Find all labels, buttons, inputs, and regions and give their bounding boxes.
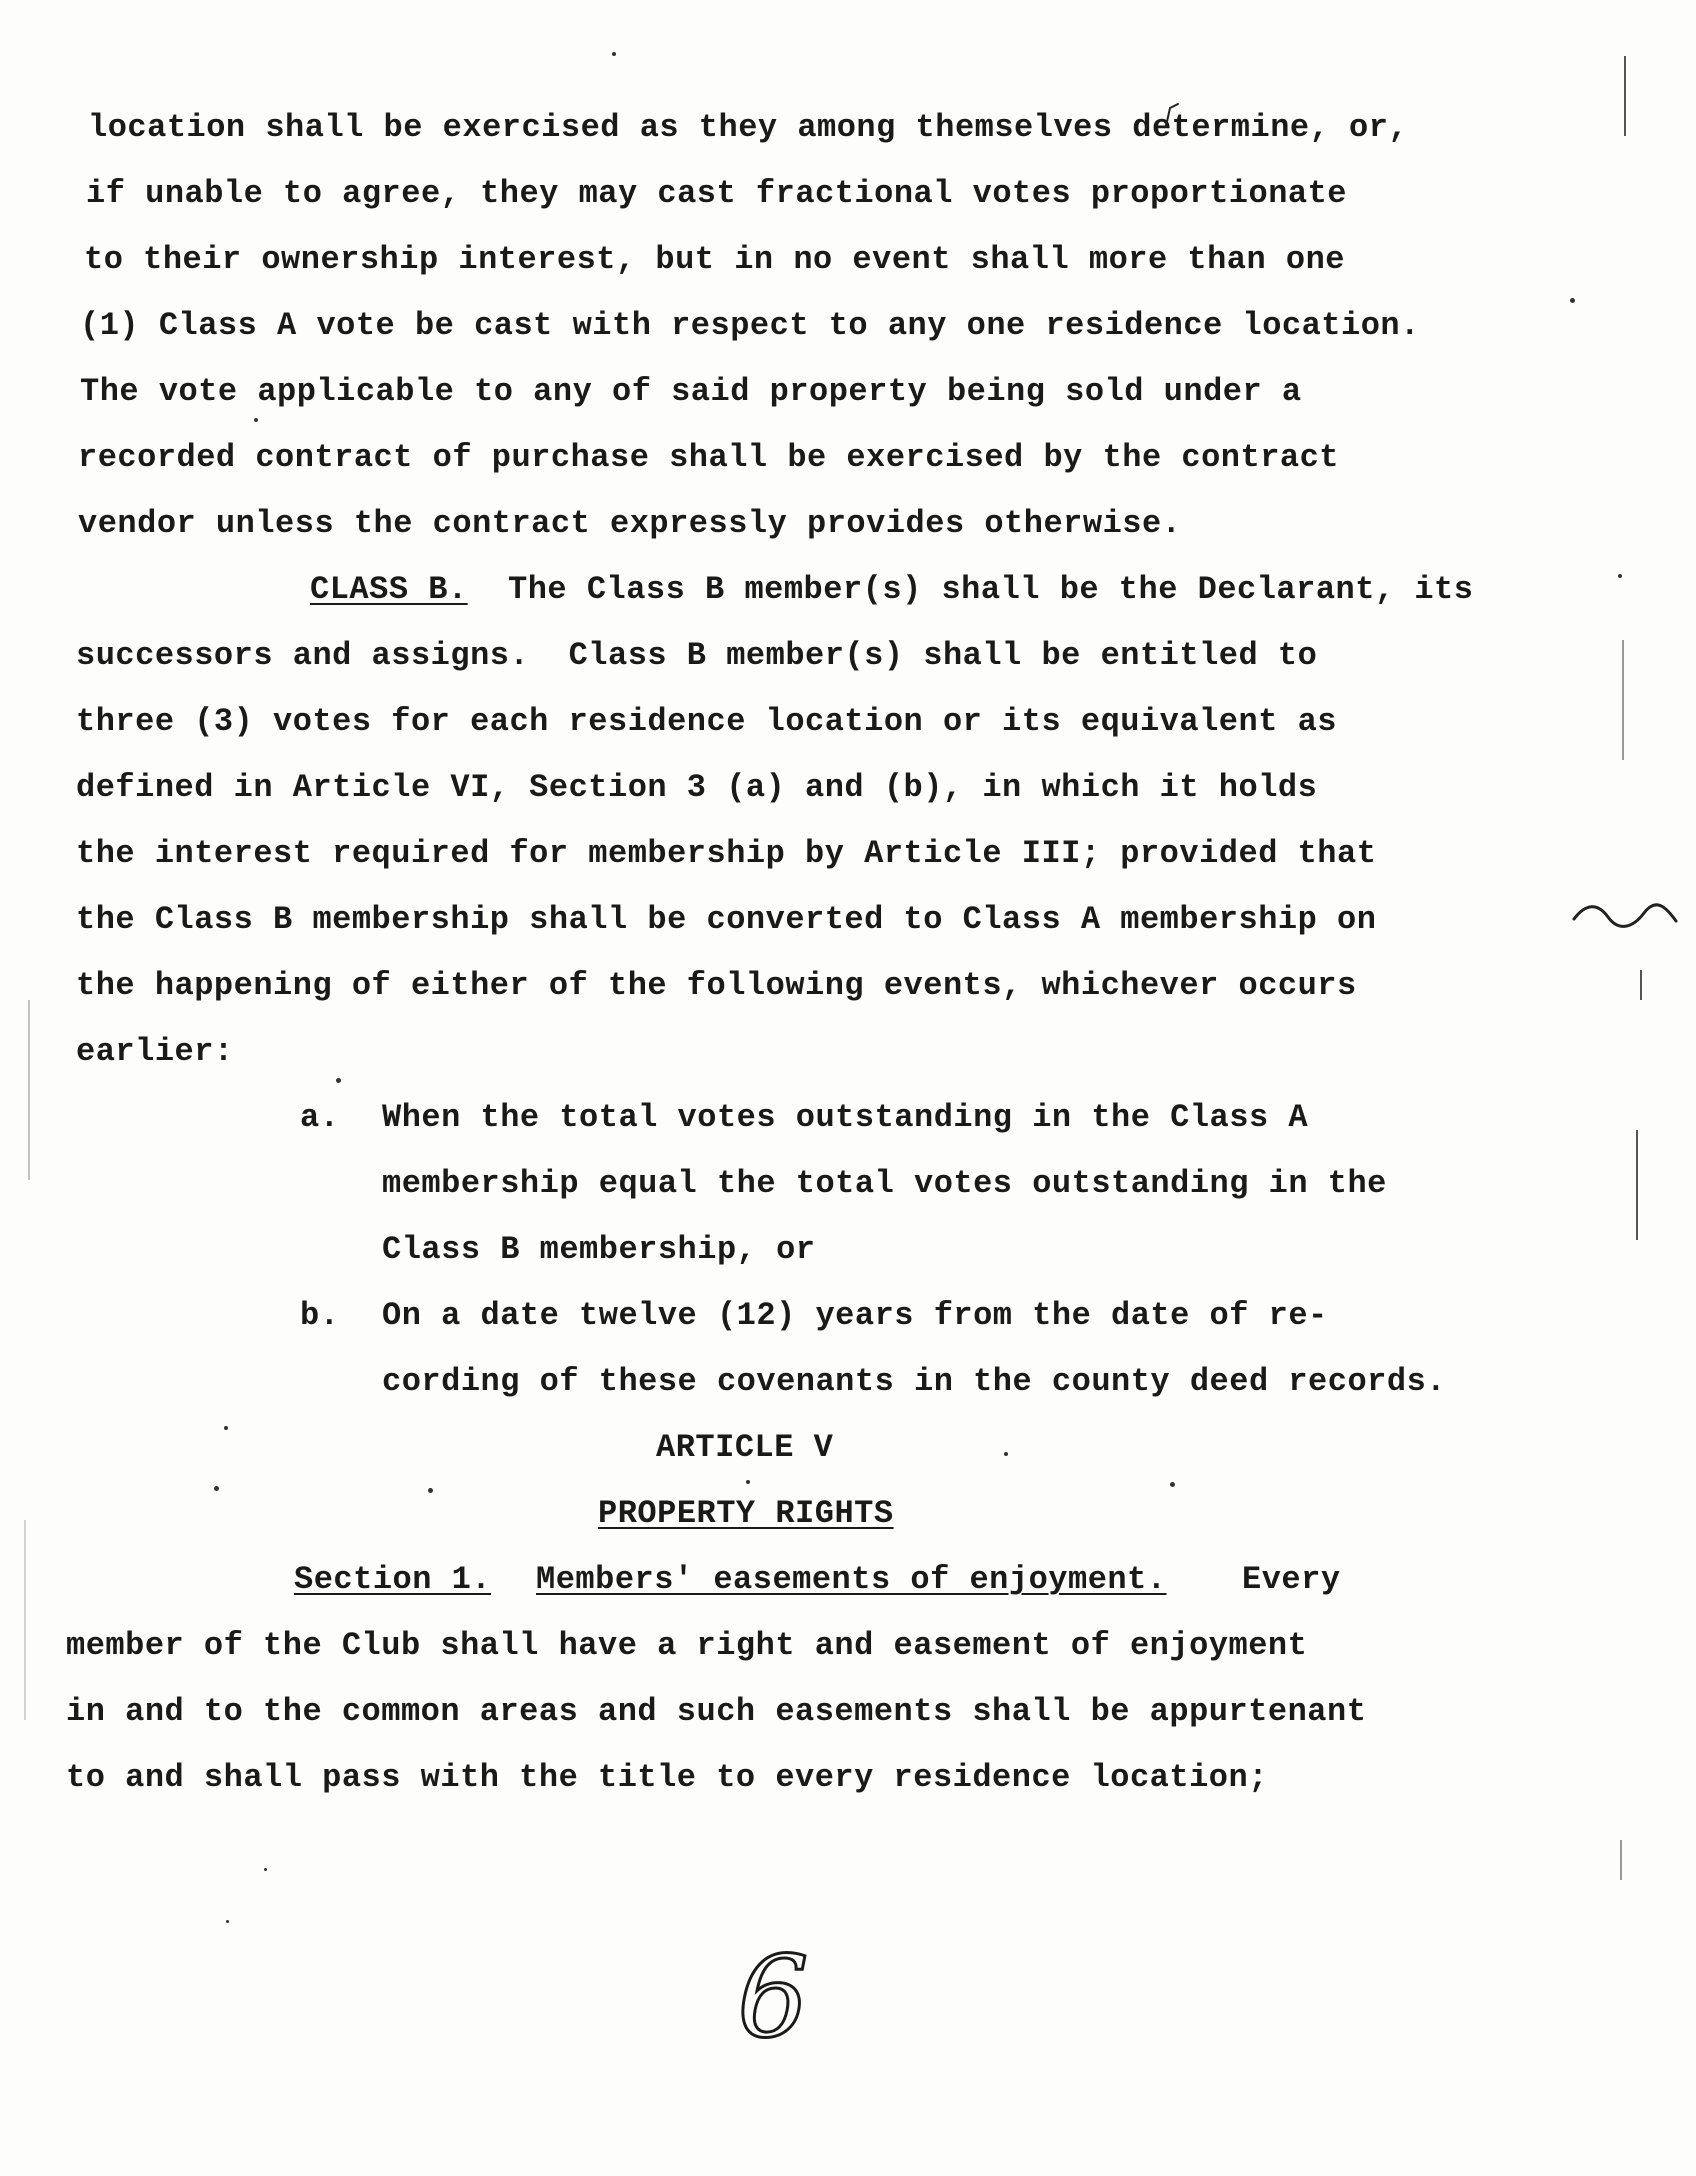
list-marker-a: a. xyxy=(300,1099,340,1136)
handwritten-page-number-text: 6 xyxy=(737,1933,809,2050)
scan-speck xyxy=(264,1868,267,1871)
body-line: the happening of either of the following events, whichever occurs xyxy=(76,967,1357,1004)
body-line: (1) Class A vote be cast with respect to any one residence location. xyxy=(80,307,1420,344)
right-margin-rule xyxy=(1622,640,1624,760)
handwritten-squiggle-icon xyxy=(1570,895,1680,935)
body-line: vendor unless the contract expressly provides otherwise. xyxy=(78,505,1182,542)
scan-speck xyxy=(224,1426,228,1430)
body-line: three (3) votes for each residence location or its equivalent as xyxy=(76,703,1337,740)
handwritten-tick-icon xyxy=(1162,100,1182,130)
right-margin-rule xyxy=(1640,970,1642,1000)
scan-speck xyxy=(214,1486,219,1491)
left-margin-rule xyxy=(24,1520,26,1720)
right-margin-rule xyxy=(1620,1840,1622,1880)
scan-speck xyxy=(336,1078,341,1083)
class-b-heading: CLASS B. xyxy=(310,571,468,608)
body-line: defined in Article VI, Section 3 (a) and (b), in which it holds xyxy=(76,769,1318,806)
body-line: recorded contract of purchase shall be exercised by the contract xyxy=(78,439,1339,476)
scan-speck xyxy=(1570,298,1575,303)
body-line: the Class B membership shall be converted to Class A membership on xyxy=(76,901,1377,938)
list-item-a-line: Class B membership, or xyxy=(382,1231,816,1268)
scan-speck xyxy=(1170,1482,1175,1487)
body-line: successors and assigns. Class B member(s) shall be entitled to xyxy=(76,637,1318,674)
right-margin-rule xyxy=(1624,56,1626,136)
list-item-b-line: On a date twelve (12) years from the date of re- xyxy=(382,1297,1328,1334)
body-line: The vote applicable to any of said property being sold under a xyxy=(80,373,1302,410)
body-line: to and shall pass with the title to every residence location; xyxy=(66,1759,1268,1796)
scan-speck xyxy=(226,1920,229,1923)
list-item-a-line: membership equal the total votes outstanding in the xyxy=(382,1165,1387,1202)
list-marker-b: b. xyxy=(300,1297,340,1334)
scan-speck xyxy=(1004,1452,1008,1456)
list-item-a-line: When the total votes outstanding in the Class A xyxy=(382,1099,1309,1136)
body-line: the interest required for membership by Article III; provided that xyxy=(76,835,1377,872)
article-title: ARTICLE V xyxy=(656,1429,834,1466)
list-item-b-line: cording of these covenants in the county deed records. xyxy=(382,1363,1446,1400)
body-line: if unable to agree, they may cast fractional votes proportionate xyxy=(86,175,1347,212)
body-line: in and to the common areas and such easements shall be appurtenant xyxy=(66,1693,1367,1730)
body-line: member of the Club shall have a right and easement of enjoyment xyxy=(66,1627,1308,1664)
scan-speck xyxy=(1618,574,1622,578)
body-line: to their ownership interest, but in no event shall more than one xyxy=(84,241,1345,278)
right-margin-rule xyxy=(1636,1130,1638,1240)
body-line: The Class B member(s) shall be the Declarant, its xyxy=(508,571,1474,608)
scan-speck xyxy=(746,1480,750,1484)
section-title: Members' easements of enjoyment. xyxy=(536,1561,1167,1598)
left-margin-rule xyxy=(28,1000,30,1180)
body-line: earlier: xyxy=(76,1033,234,1070)
handwritten-page-number xyxy=(728,1930,818,2050)
article-subtitle: PROPERTY RIGHTS xyxy=(598,1495,894,1532)
scan-speck xyxy=(612,52,616,56)
section-label: Section 1. xyxy=(294,1561,492,1598)
body-line: location shall be exercised as they among themselves determine, or, xyxy=(88,109,1409,146)
body-line: Every xyxy=(1242,1561,1341,1598)
scan-speck xyxy=(254,418,258,422)
scan-speck xyxy=(428,1488,433,1493)
